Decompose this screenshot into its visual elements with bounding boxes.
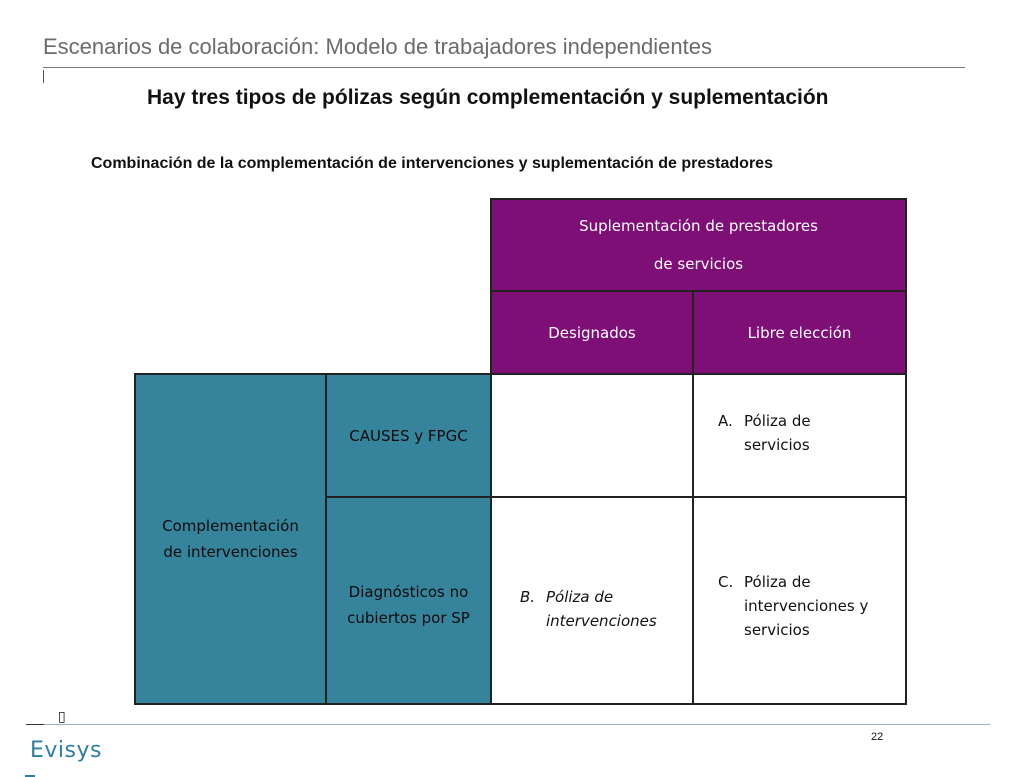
policy-option-a — [718, 409, 811, 457]
supplementation-header-line-2: de servicios — [653, 255, 744, 273]
row-header-not-covered — [325, 496, 492, 705]
policy-option-c — [718, 570, 868, 642]
slide-title: Escenarios de colaboración: Modelo de trabajadores independientes — [43, 34, 713, 59]
footer-placeholder-icon: ▯ — [58, 709, 66, 725]
column-header-free-choice — [692, 290, 907, 375]
complementation-header-line-1: Complementación — [162, 517, 299, 535]
complementation-header — [134, 373, 327, 705]
row-header-not-covered-line-1: Diagnósticos no — [348, 582, 469, 601]
row-header-not-covered-text — [347, 579, 470, 631]
policy-option-c-letter: C. — [718, 572, 734, 591]
policy-option-b-line-1: Póliza de — [546, 587, 614, 606]
supplementation-header-line-1: Suplementación de prestadores — [579, 217, 818, 235]
title-tick-mark — [43, 70, 44, 83]
policy-option-c-line-1: Póliza de — [744, 572, 811, 591]
policy-option-b-text — [546, 585, 657, 633]
page-number: 22 — [871, 731, 884, 743]
policy-option-b — [520, 585, 657, 633]
policy-option-c-line-2: intervenciones y — [744, 596, 869, 615]
policy-option-a-letter: A. — [718, 412, 733, 430]
evisys-logo — [30, 733, 102, 763]
footer-divider — [26, 724, 990, 725]
policy-option-c-text — [744, 570, 868, 642]
logo-text: Evisys — [30, 738, 102, 763]
matrix-caption: Combinación de la complementación de intervenciones y suplementación de prestadores — [91, 155, 773, 172]
policy-option-b-letter: B. — [520, 587, 536, 606]
title-divider — [43, 67, 965, 68]
row-header-not-covered-line-2: cubiertos por SP — [347, 608, 470, 627]
policy-option-a-line-1: Póliza de — [744, 412, 811, 430]
row-header-causes — [325, 373, 492, 498]
policy-option-a-text — [744, 409, 811, 457]
policy-option-a-line-2: servicios — [744, 436, 810, 454]
cell-causes-free-choice — [692, 373, 907, 498]
footer-divider-accent — [26, 724, 44, 725]
cell-not-covered-free-choice — [692, 496, 907, 705]
cell-causes-designated — [490, 373, 694, 498]
complementation-header-text — [162, 513, 299, 565]
complementation-header-line-2: de intervenciones — [163, 543, 298, 561]
supplementation-header — [490, 198, 907, 292]
supplementation-header-text — [579, 213, 818, 277]
cell-not-covered-designated — [490, 496, 694, 705]
slide-subtitle: Hay tres tipos de pólizas según complementación y suplementación — [147, 86, 829, 109]
policy-option-b-line-2: intervenciones — [546, 611, 657, 630]
column-header-designated — [490, 290, 694, 375]
column-header-designated-label: Designados — [548, 323, 636, 342]
column-header-free-choice-label: Libre elección — [747, 323, 852, 342]
row-header-causes-label: CAUSES y FPGC — [349, 427, 468, 445]
policy-option-c-line-3: servicios — [744, 620, 810, 639]
